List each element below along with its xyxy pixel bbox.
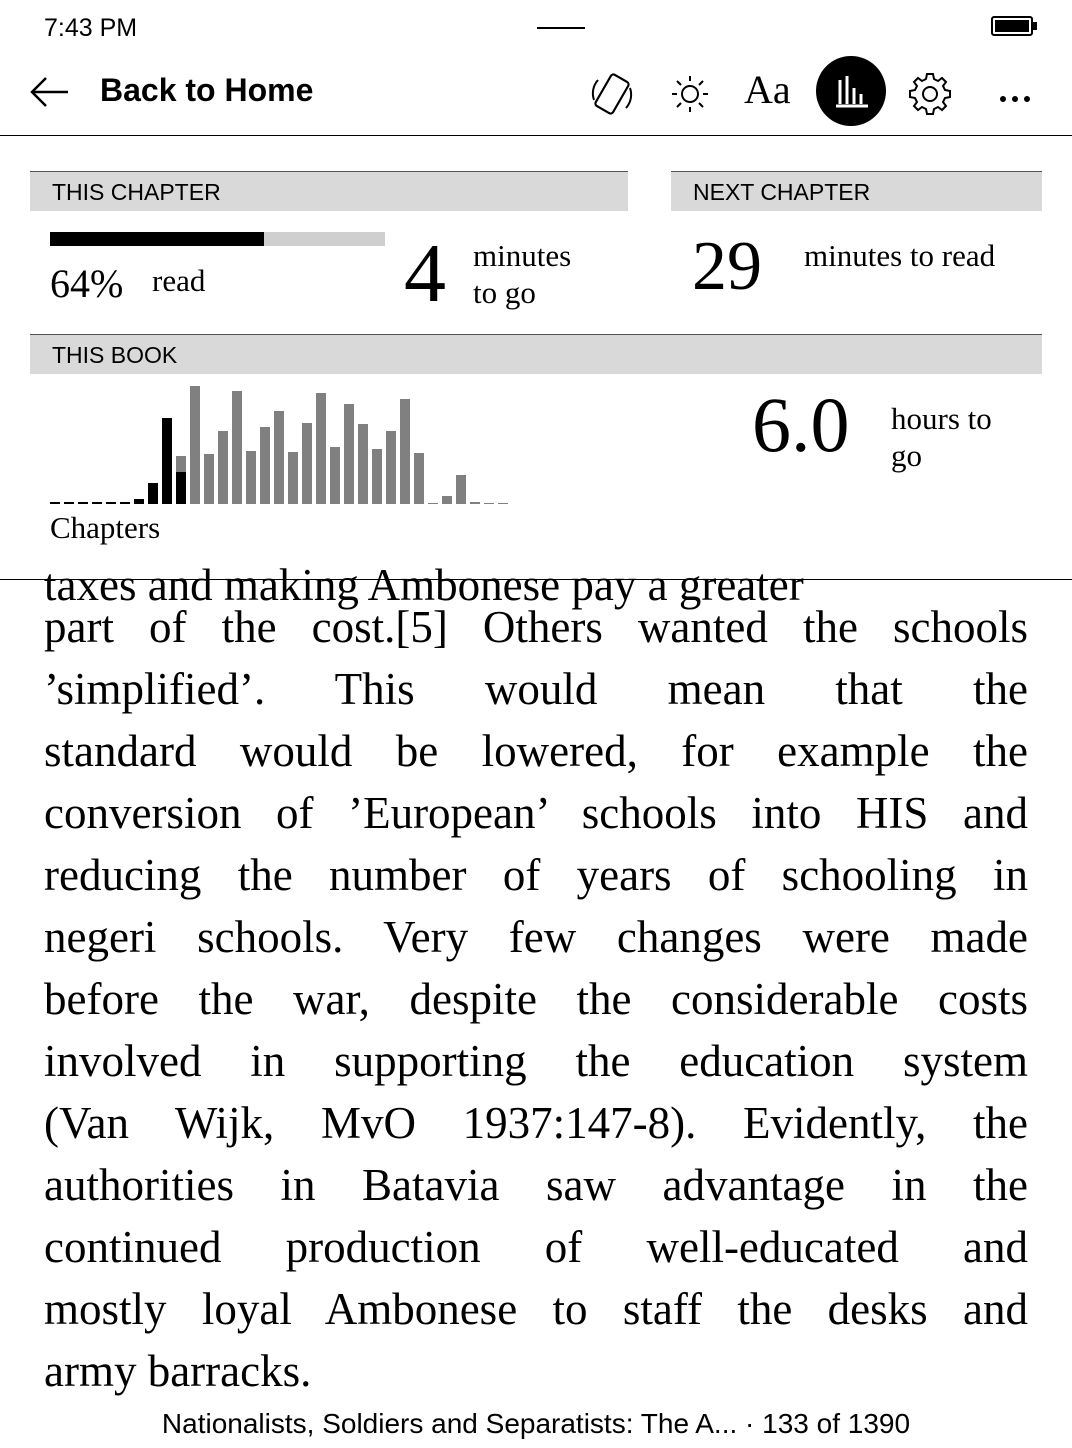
chapter-bar-read xyxy=(78,502,88,504)
next-chapter-header: NEXT CHAPTER xyxy=(671,171,1042,211)
text-line: army barracks. xyxy=(44,1346,312,1396)
reading-text[interactable] xyxy=(44,560,1028,1402)
text-line: part of the cost.[5] Others wanted the schools xyxy=(44,602,1028,652)
chapter-bar-unread xyxy=(414,453,424,504)
chapter-to-go-label: to go xyxy=(473,275,536,310)
chapter-bar-unread xyxy=(232,391,242,504)
chapter-bar-read xyxy=(134,499,144,504)
chapter-bar-unread xyxy=(274,411,284,504)
text-line: continued production of well-educated and xyxy=(44,1222,1028,1272)
chapter-percent: 64% xyxy=(50,261,124,306)
text-line: involved in supporting the education system xyxy=(44,1036,1028,1086)
pull-down-handle[interactable] xyxy=(537,27,585,29)
chapter-bar-read xyxy=(148,483,158,504)
chapter-bar-unread xyxy=(330,447,340,504)
this-book-header: THIS BOOK xyxy=(30,334,1042,374)
chapter-bar-unread xyxy=(176,456,186,473)
chapter-progress-fill xyxy=(50,232,264,246)
chapter-bar-unread xyxy=(288,452,298,504)
back-to-home-button[interactable]: Back to Home xyxy=(100,72,314,108)
chapter-bar-empty xyxy=(484,503,494,504)
chapter-progress-bar xyxy=(50,232,385,246)
this-chapter-header: THIS CHAPTER xyxy=(30,171,628,211)
text-line: authorities in Batavia saw advantage in the xyxy=(44,1160,1028,1210)
chapter-minutes-label: minutes xyxy=(473,238,572,273)
chapter-bar-unread xyxy=(400,399,410,504)
chapter-bar-unread xyxy=(442,496,452,504)
book-hours-label: hours to xyxy=(891,401,992,436)
chapter-bar-read xyxy=(50,502,60,504)
text-line: ’simplified’. This would mean that the xyxy=(44,664,1028,714)
text-line: before the war, despite the considerable costs xyxy=(44,974,1028,1024)
text-line: reducing the number of years of schooling in xyxy=(44,850,1028,900)
chapter-bar-read xyxy=(106,502,116,504)
chapter-bar-empty xyxy=(428,503,438,504)
more-icon[interactable] xyxy=(986,64,1046,124)
next-chapter-label: minutes to read xyxy=(804,238,996,273)
chapter-bar-unread xyxy=(358,424,368,504)
chapter-bar-empty xyxy=(498,503,508,504)
chapter-bar-unread xyxy=(246,451,256,504)
chapter-bar-unread xyxy=(386,431,396,504)
status-time: 7:43 PM xyxy=(44,14,138,42)
chapter-read-label: read xyxy=(152,263,206,298)
chapter-minutes-left: 4 xyxy=(404,227,446,320)
book-go-label: go xyxy=(891,438,922,473)
chapter-bar-read xyxy=(64,502,74,504)
back-arrow-icon[interactable] xyxy=(28,74,72,110)
book-hours-left: 6.0 xyxy=(752,381,850,468)
chapter-bar-unread xyxy=(302,423,312,504)
text-line: conversion of ’European’ schools into HIS and xyxy=(44,788,1028,838)
brightness-icon[interactable] xyxy=(660,64,720,124)
chapter-bar-unread xyxy=(344,404,354,504)
chapter-bar-read xyxy=(176,472,186,504)
chapter-bar-read xyxy=(162,418,172,504)
text-line: standard would be lowered, for example the xyxy=(44,726,1028,776)
settings-icon[interactable] xyxy=(900,64,960,124)
chapter-bar-read xyxy=(120,502,130,504)
chapter-bar-unread xyxy=(190,386,200,504)
rotate-icon[interactable] xyxy=(582,64,642,124)
text-line: (Van Wijk, MvO 1937:147-8). Evidently, the xyxy=(44,1098,1028,1148)
partially-hidden-line: taxes and making Ambonese pay a greater xyxy=(44,560,804,610)
stats-icon[interactable] xyxy=(816,56,886,126)
text-line: negeri schools. Very few changes were made xyxy=(44,912,1028,962)
font-icon[interactable]: Aa xyxy=(744,67,791,112)
chart-xlabel: Chapters xyxy=(50,510,161,545)
reading-stats-panel xyxy=(0,136,1072,580)
reader-toolbar xyxy=(0,56,1072,136)
chapter-bar-unread xyxy=(316,393,326,504)
chapter-bar-unread xyxy=(260,427,270,504)
battery-icon xyxy=(991,16,1033,36)
chapter-bar-read xyxy=(92,502,102,504)
chapter-bar-unread xyxy=(372,449,382,504)
next-chapter-minutes: 29 xyxy=(692,228,762,305)
chapters-chart xyxy=(50,380,510,504)
chapter-bar-unread xyxy=(218,431,228,504)
page-footer: Nationalists, Soldiers and Separatists: The A... · 133 of 1390 xyxy=(161,1408,911,1439)
chapter-bar-unread xyxy=(470,502,480,504)
chapter-bar-unread xyxy=(204,454,214,504)
status-bar xyxy=(0,0,1072,56)
text-line: mostly loyal Ambonese to staff the desks and xyxy=(44,1284,1028,1334)
chapter-bar-unread xyxy=(456,475,466,505)
